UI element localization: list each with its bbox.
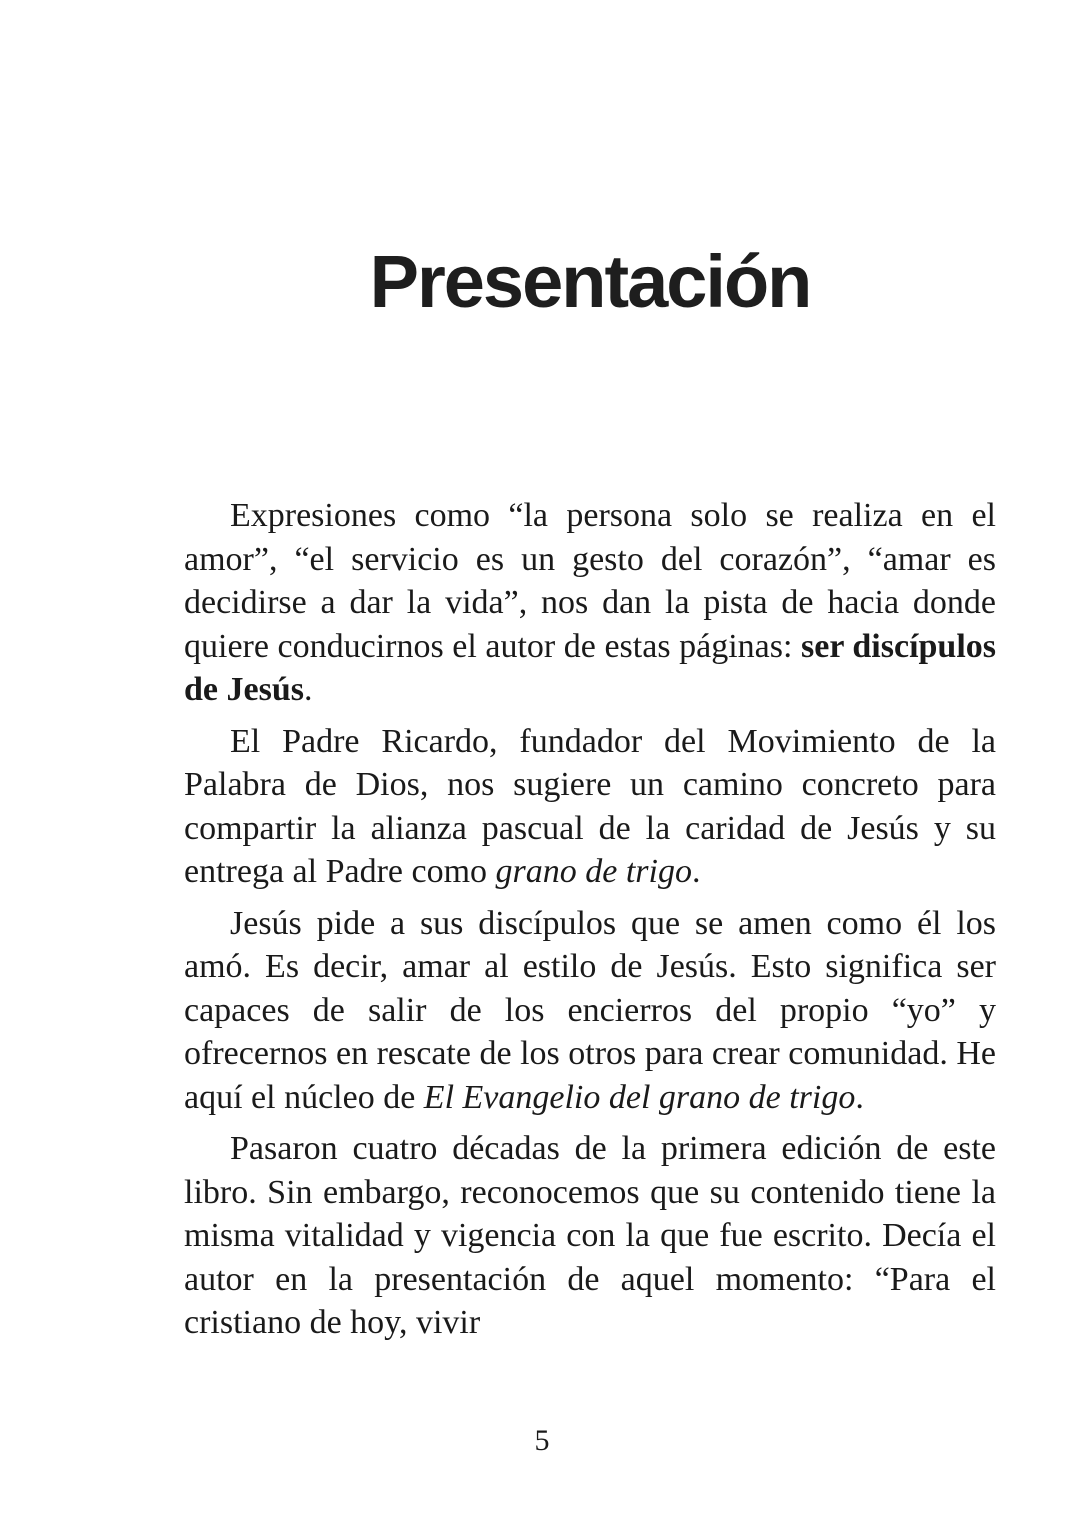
paragraph-text: El Padre Ricardo, fundador del Movimiento de la Palabra de Dios, nos sugiere un camino concreto para compartir la alianza pascual de la caridad de Jesús y su entrega al Padre como	[184, 722, 996, 890]
paragraph	[184, 1127, 996, 1345]
bold-phrase: ser discípulos de Jesús	[184, 627, 997, 708]
paragraph-text: Jesús pide a sus discípulos que se amen como él los amó. Es decir, amar al estilo de Jesús. Esto significa ser capaces de salir de los encierros del propio “yo” y ofrecernos en rescate de los otros para crear comunidad. He aquí el núcleo de	[184, 904, 996, 1116]
paragraph-text: Expresiones como “la persona solo se realiza en el amor”, “el servicio es un gesto del corazón”, “amar es decidirse a dar la vida”, nos dan la pista de hacia donde quiere conducirnos el autor de estas páginas:	[184, 497, 996, 665]
paragraph-end: .	[691, 853, 701, 890]
paragraph	[184, 720, 996, 894]
paragraph	[184, 902, 996, 1120]
italic-phrase: grano de trigo	[495, 853, 692, 890]
body-text	[184, 494, 996, 1353]
page-number: 5	[534, 1424, 550, 1457]
paragraph-text: Pasaron cuatro décadas de la primera edición de este libro. Sin embargo, reconocemos que su contenido tiene la misma vitalidad y vigencia con la que fue escrito. Decía el autor en la presentación de aquel momento: “Para el cristiano de hoy, vivir	[184, 1130, 996, 1341]
paragraph	[184, 494, 996, 712]
italic-phrase: El Evangelio del grano de trigo	[423, 1078, 856, 1116]
page-title: Presentación	[369, 240, 811, 323]
paragraph-end: .	[855, 1078, 864, 1116]
paragraph-end: .	[303, 671, 313, 708]
